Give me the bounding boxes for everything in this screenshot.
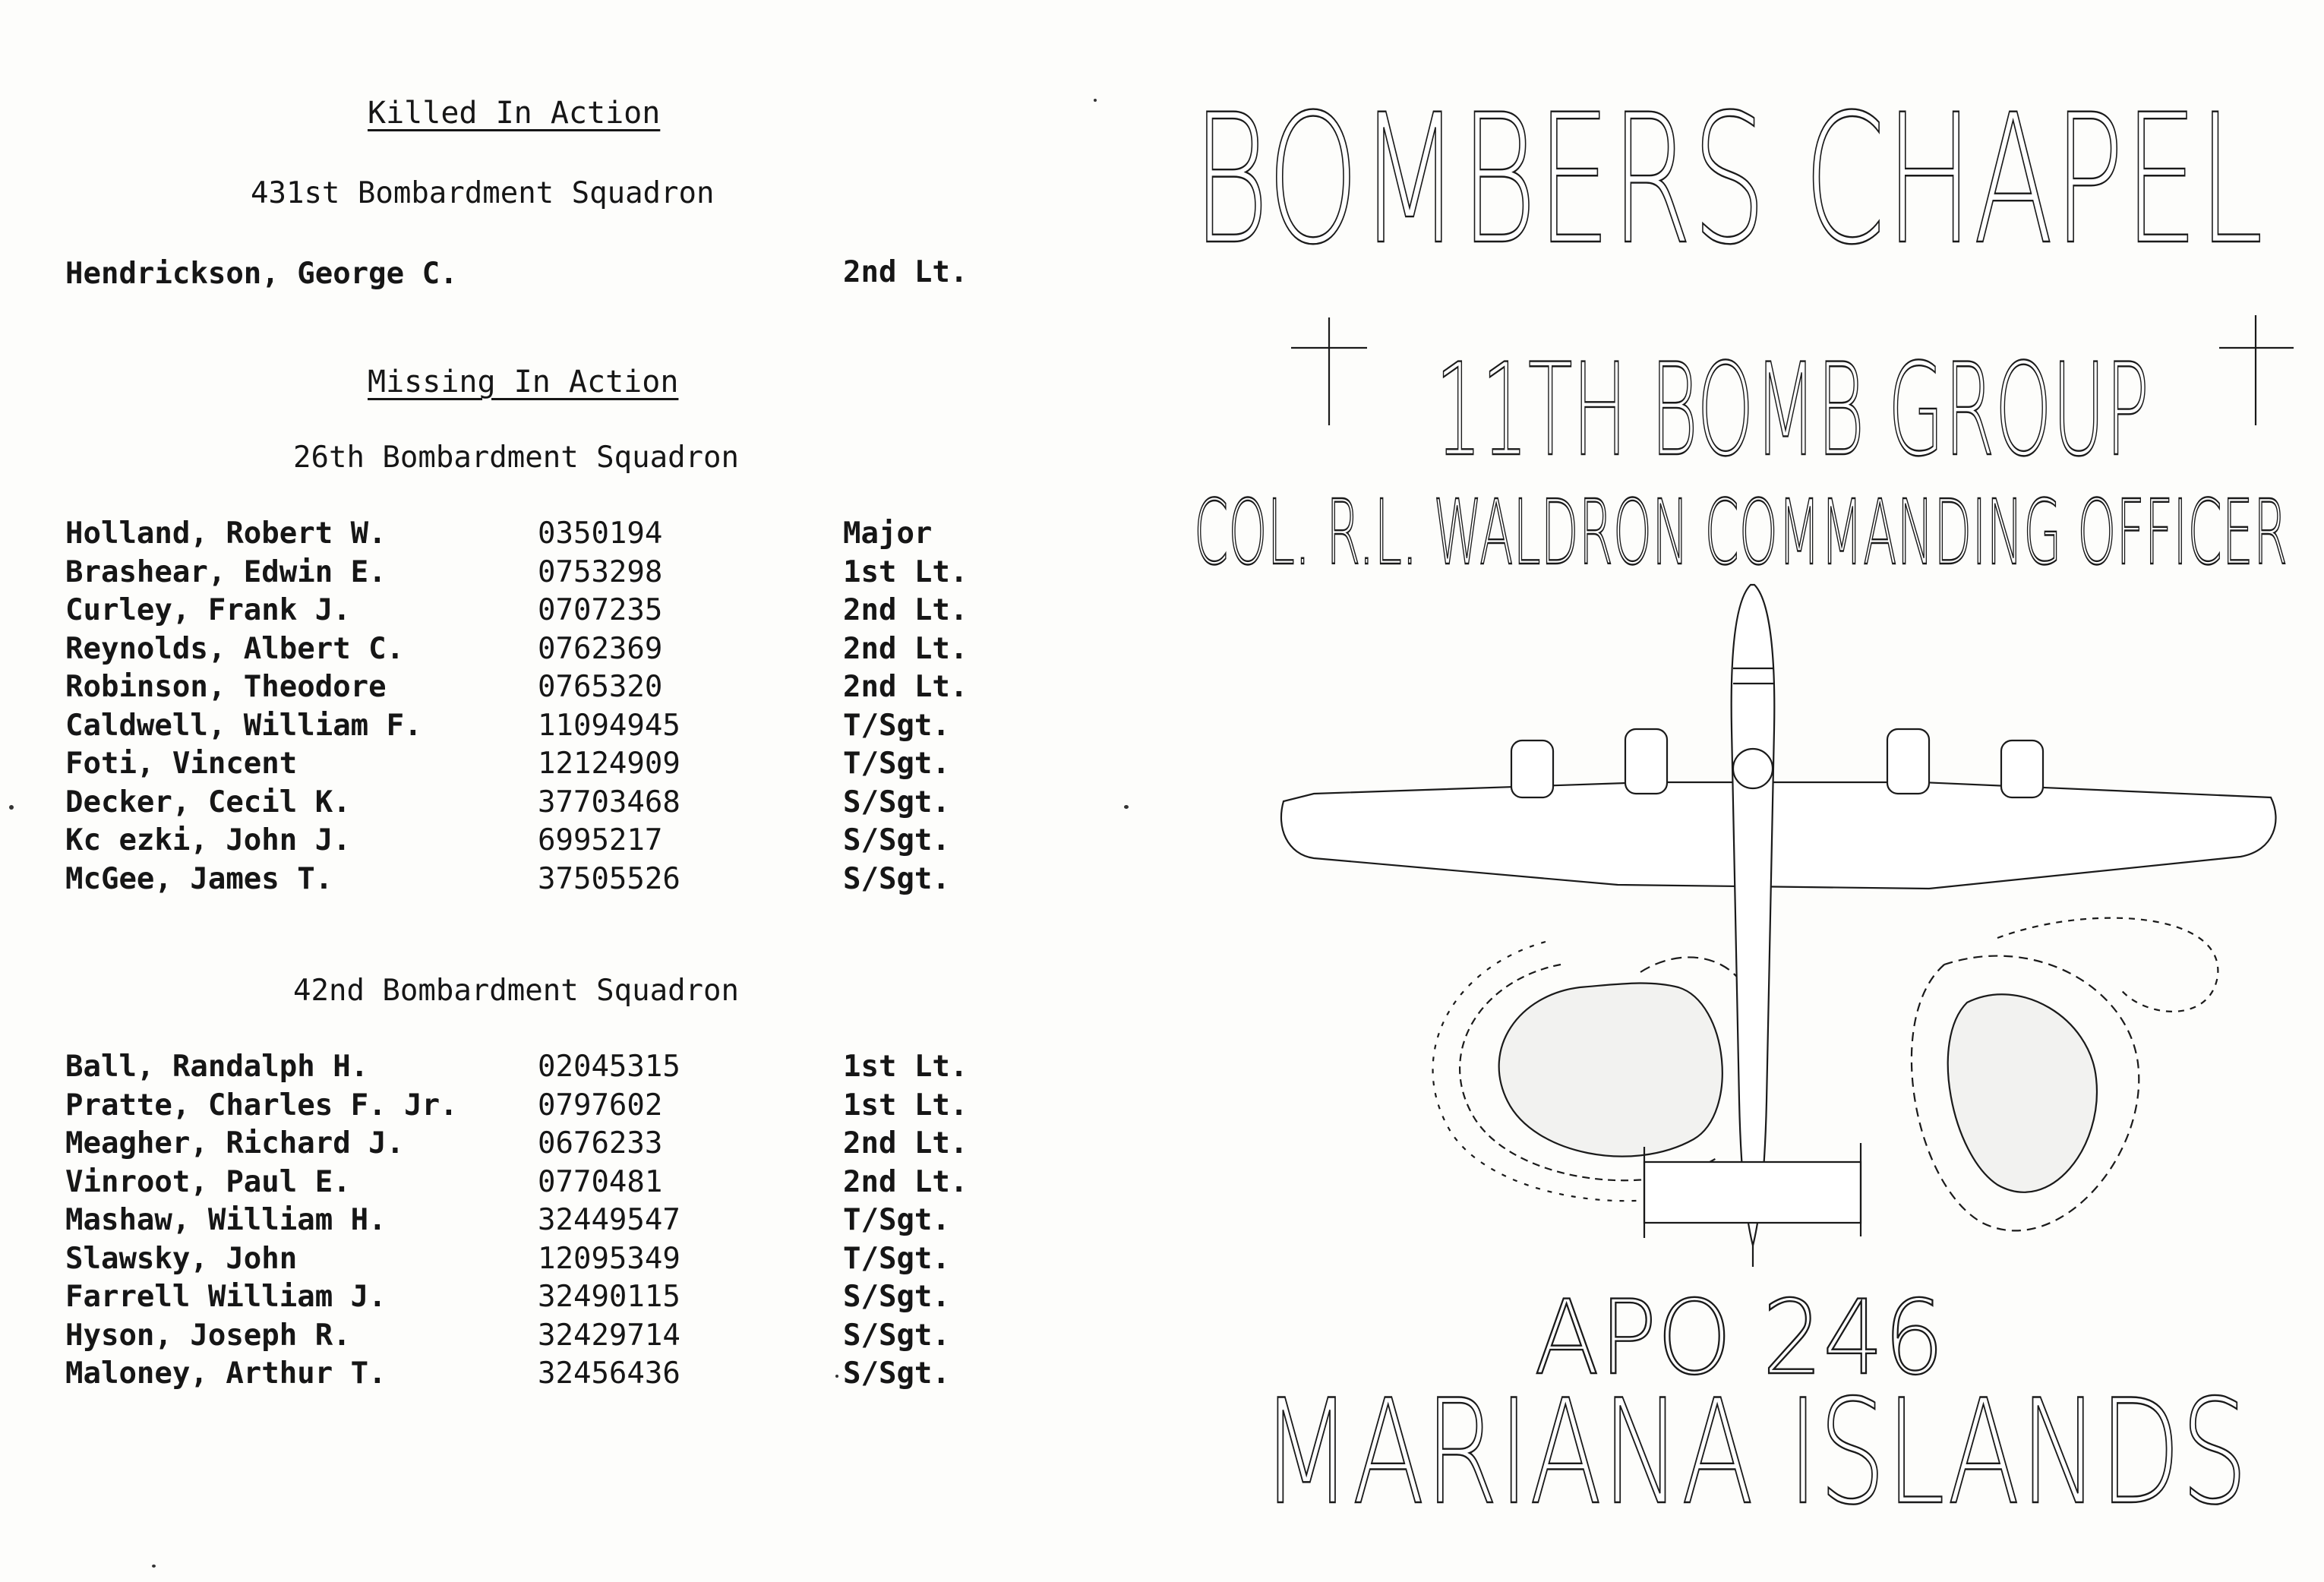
member-serial: 0753298 <box>538 554 663 589</box>
ink-speck <box>1094 99 1097 102</box>
member-name: Foti, Vincent <box>65 747 298 781</box>
roster-row <box>65 709 1007 747</box>
member-serial: 0350194 <box>538 516 663 551</box>
member-name: Slawsky, John <box>65 1241 298 1276</box>
member-serial: 0676233 <box>538 1126 663 1160</box>
cover-commander: COL. R.L. WALDRON COMMANDING OFFICER <box>1194 480 2288 585</box>
bomber-aircraft-illustration <box>1281 585 2276 1267</box>
roster-row <box>65 1242 1007 1280</box>
member-rank: 2nd Lt. <box>843 670 968 704</box>
member-rank: S/Sgt. <box>843 1356 950 1391</box>
member-name: Farrell William J. <box>65 1280 387 1314</box>
member-name: Decker, Cecil K. <box>65 785 351 819</box>
member-name: Mashaw, William H. <box>65 1203 387 1237</box>
missing-in-action-heading: Missing In Action <box>368 365 679 399</box>
squadron-42-roster <box>65 1050 1007 1395</box>
roster-row <box>65 1165 1007 1204</box>
member-rank: T/Sgt. <box>843 747 950 781</box>
member-rank: S/Sgt. <box>843 785 950 819</box>
member-serial: 0707235 <box>538 593 663 627</box>
roster-row <box>65 1050 1007 1088</box>
member-name: Kc ezki, John J. <box>65 823 351 857</box>
member-serial: 02045315 <box>538 1050 680 1084</box>
member-serial: 32490115 <box>538 1280 680 1314</box>
member-serial: 37703468 <box>538 785 680 819</box>
member-serial: 0770481 <box>538 1164 663 1199</box>
squadron-26-title: 26th Bombardment Squadron <box>293 440 739 475</box>
cross-icon <box>1291 317 1367 425</box>
roster-row <box>65 555 1007 594</box>
member-rank: 2nd Lt. <box>843 593 968 627</box>
member-rank: 2nd Lt. <box>843 1164 968 1199</box>
member-serial: 6995217 <box>538 823 663 857</box>
roster-row <box>65 785 1007 824</box>
chapel-cover-page <box>1162 0 2324 1582</box>
member-serial: 12124909 <box>538 747 680 781</box>
roster-row <box>65 823 1007 862</box>
member-rank: 2nd Lt. <box>843 1126 968 1160</box>
member-name: Holland, Robert W. <box>65 516 387 551</box>
roster-row <box>65 747 1007 785</box>
member-serial: 32456436 <box>538 1356 680 1391</box>
roster-row <box>65 516 1007 555</box>
member-serial: 0765320 <box>538 670 663 704</box>
squadron-26-roster <box>65 516 1007 900</box>
roster-row <box>65 593 1007 632</box>
cross-icon <box>2219 315 2294 425</box>
roster-row <box>65 1126 1007 1165</box>
ink-speck <box>835 1375 838 1378</box>
member-name: Hyson, Joseph R. <box>65 1318 351 1353</box>
member-rank: 1st Lt. <box>843 1088 968 1123</box>
member-name: Maloney, Arthur T. <box>65 1356 387 1391</box>
member-rank: T/Sgt. <box>843 1203 950 1237</box>
member-serial: 12095349 <box>538 1241 680 1276</box>
member-name: Meagher, Richard J. <box>65 1126 405 1160</box>
member-name: Pratte, Charles F. Jr. <box>65 1088 458 1123</box>
member-name: Robinson, Theodore <box>65 670 387 704</box>
roster-row <box>65 1356 1007 1395</box>
member-rank: S/Sgt. <box>843 861 950 896</box>
member-name: Brashear, Edwin E. <box>65 554 387 589</box>
roster-row <box>65 632 1007 671</box>
member-rank: S/Sgt. <box>843 1280 950 1314</box>
roster-row <box>65 1203 1007 1242</box>
roster-row <box>65 1318 1007 1357</box>
member-serial: 32429714 <box>538 1318 680 1353</box>
killed-entry-rank: 2nd Lt. <box>843 255 968 289</box>
cover-apo-number: APO 246 <box>1534 1278 1944 1397</box>
cover-group-name: 11TH BOMB GROUP <box>1435 336 2149 485</box>
roster-row <box>65 862 1007 901</box>
squadron-42-title: 42nd Bombardment Squadron <box>293 974 739 1008</box>
member-rank: T/Sgt. <box>843 708 950 743</box>
member-name: Reynolds, Albert C. <box>65 631 405 666</box>
cover-location: MARIANA ISLANDS <box>1261 1369 2248 1536</box>
ink-speck <box>1124 805 1129 809</box>
member-name: Curley, Frank J. <box>65 593 351 627</box>
member-rank: T/Sgt. <box>843 1241 950 1276</box>
member-serial: 0762369 <box>538 631 663 666</box>
member-rank: S/Sgt. <box>843 823 950 857</box>
member-name: Caldwell, William F. <box>65 708 422 743</box>
roster-row <box>65 670 1007 709</box>
roster-row <box>65 1280 1007 1318</box>
member-rank: 1st Lt. <box>843 1050 968 1084</box>
member-serial: 32449547 <box>538 1203 680 1237</box>
cover-title: BOMBERS CHAPEL <box>1192 77 2263 284</box>
member-serial: 0797602 <box>538 1088 663 1123</box>
cover-illustration-svg <box>1162 0 2324 1582</box>
ink-speck <box>9 805 14 810</box>
roster-row <box>65 1088 1007 1127</box>
killed-entry-name: Hendrickson, George C. <box>65 257 458 291</box>
killed-in-action-heading: Killed In Action <box>368 96 661 131</box>
member-rank: 1st Lt. <box>843 554 968 589</box>
casualty-roster-page <box>0 0 1124 1582</box>
member-name: Ball, Randalph H. <box>65 1050 369 1084</box>
member-rank: 2nd Lt. <box>843 631 968 666</box>
member-name: McGee, James T. <box>65 861 333 896</box>
ink-speck <box>152 1565 156 1568</box>
member-name: Vinroot, Paul E. <box>65 1164 351 1199</box>
island-right-illustration <box>1912 918 2218 1231</box>
member-rank: S/Sgt. <box>843 1318 950 1353</box>
killed-squadron-title: 431st Bombardment Squadron <box>251 176 715 210</box>
member-serial: 11094945 <box>538 708 680 743</box>
member-serial: 37505526 <box>538 861 680 896</box>
member-rank: Major <box>843 516 933 551</box>
